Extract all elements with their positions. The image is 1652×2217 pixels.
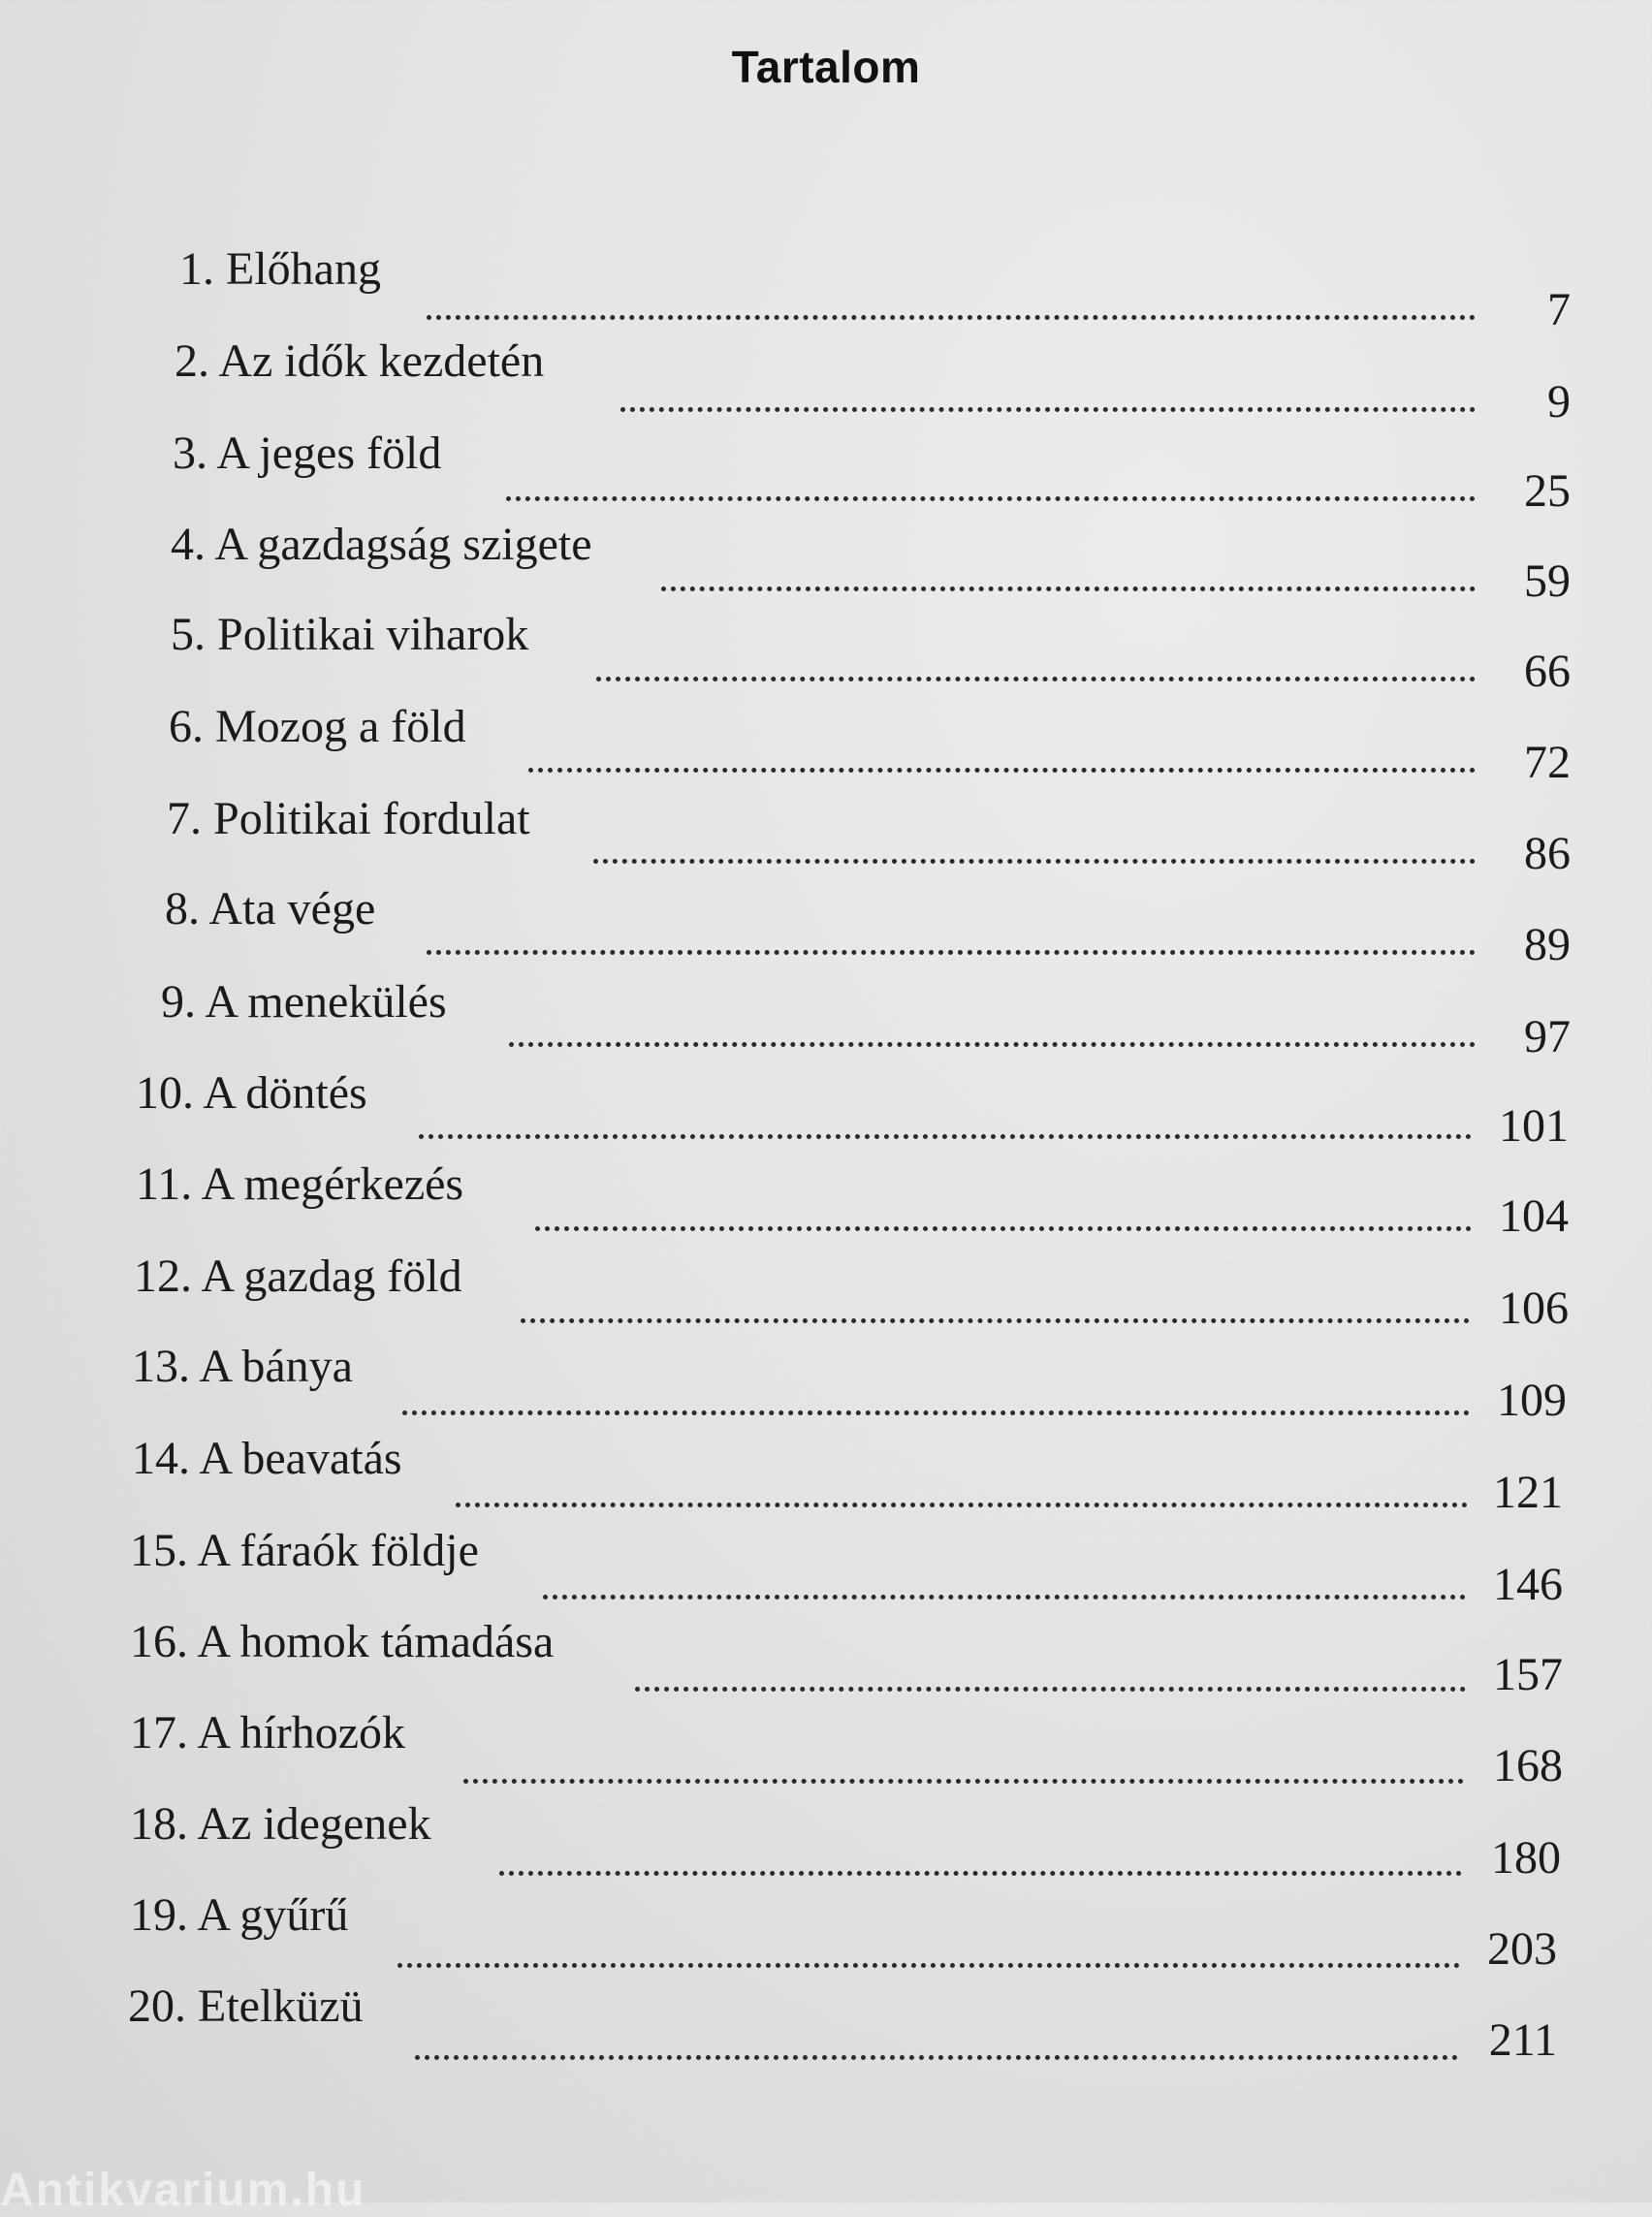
toc-page-number: 66	[1524, 646, 1571, 697]
toc-dot-leader	[499, 1871, 1462, 1876]
watermark-text: Antikvarium.hu	[0, 2165, 366, 2216]
toc-dot-leader	[635, 1687, 1466, 1692]
toc-entry-title: 19. A gyűrű	[130, 1889, 349, 1941]
toc-page-number: 106	[1499, 1283, 1569, 1334]
toc-entry-title: 4. A gazdagság szigete	[171, 519, 592, 570]
toc-entry-title: 16. A homok támadása	[130, 1616, 555, 1667]
toc-page-number: 89	[1524, 919, 1571, 970]
toc-dot-leader	[535, 1226, 1472, 1231]
toc-entry-title: 12. A gazdag föld	[134, 1251, 462, 1302]
toc-entry-title: 1. Előhang	[179, 243, 381, 295]
toc-page-number: 211	[1488, 2014, 1557, 2066]
toc-dot-leader	[427, 315, 1476, 320]
toc-page-number: 59	[1524, 555, 1571, 607]
toc-entry-title: 11. A megérkezés	[136, 1158, 464, 1210]
toc-entry-title: 13. A bánya	[132, 1341, 353, 1392]
toc-dot-leader	[521, 1318, 1470, 1323]
toc-dot-leader	[528, 768, 1476, 773]
toc-page-number: 168	[1493, 1740, 1563, 1791]
toc-dot-leader	[596, 677, 1476, 681]
toc-entry-title: 2. Az idők kezdetén	[175, 335, 545, 387]
toc-dot-leader	[463, 1779, 1464, 1784]
toc-entry-title: 9. A menekülés	[161, 976, 447, 1028]
toc-page-number: 101	[1499, 1100, 1569, 1152]
toc-page-number: 121	[1493, 1467, 1563, 1518]
toc-entry-title: 8. Ata vége	[165, 883, 376, 934]
toc-page-number: 72	[1524, 737, 1571, 788]
toc-dot-leader	[509, 1042, 1476, 1047]
toc-entry-title: 14. A beavatás	[132, 1433, 402, 1484]
toc-dot-leader	[427, 950, 1476, 955]
toc-page-number: 97	[1524, 1011, 1571, 1062]
toc-dot-leader	[397, 1963, 1460, 1968]
toc-page-number: 104	[1499, 1190, 1569, 1242]
toc-dot-leader	[506, 496, 1476, 501]
toc-page-number: 203	[1487, 1923, 1557, 1975]
toc-page-number: 86	[1524, 828, 1571, 879]
toc-dot-leader	[456, 1503, 1468, 1507]
toc-page-number: 7	[1547, 284, 1571, 335]
toc-page-number: 9	[1547, 376, 1571, 428]
toc-page-number: 109	[1497, 1375, 1567, 1426]
toc-entry-title: 17. A hírhozók	[130, 1707, 405, 1758]
toc-dot-leader	[415, 2055, 1458, 2060]
toc-entry-title: 15. A fáraók földje	[130, 1525, 479, 1576]
toc-dot-leader	[543, 1595, 1466, 1599]
toc-entry-title: 5. Politikai viharok	[171, 609, 529, 660]
toc-page-number: 180	[1491, 1832, 1561, 1884]
toc-dot-leader	[593, 859, 1476, 864]
toc-entry-title: 7. Politikai fordulat	[167, 793, 530, 844]
toc-entry-title: 10. A döntés	[136, 1067, 367, 1119]
toc-entry-title: 6. Mozog a föld	[169, 701, 466, 752]
toc-entry-title: 3. A jeges föld	[173, 428, 442, 479]
toc-dot-leader	[620, 407, 1476, 412]
toc-dot-leader	[402, 1410, 1470, 1415]
page-title: Tartalom	[731, 42, 921, 92]
toc-page-number: 157	[1493, 1649, 1563, 1700]
toc-dot-leader	[419, 1134, 1472, 1139]
toc-dot-leader	[661, 586, 1476, 591]
toc-entry-title: 18. Az idegenek	[130, 1798, 431, 1850]
toc-page-number: 146	[1493, 1559, 1563, 1610]
toc-page-number: 25	[1524, 465, 1571, 517]
toc-entry-title: 20. Etelküzü	[128, 1980, 364, 2032]
